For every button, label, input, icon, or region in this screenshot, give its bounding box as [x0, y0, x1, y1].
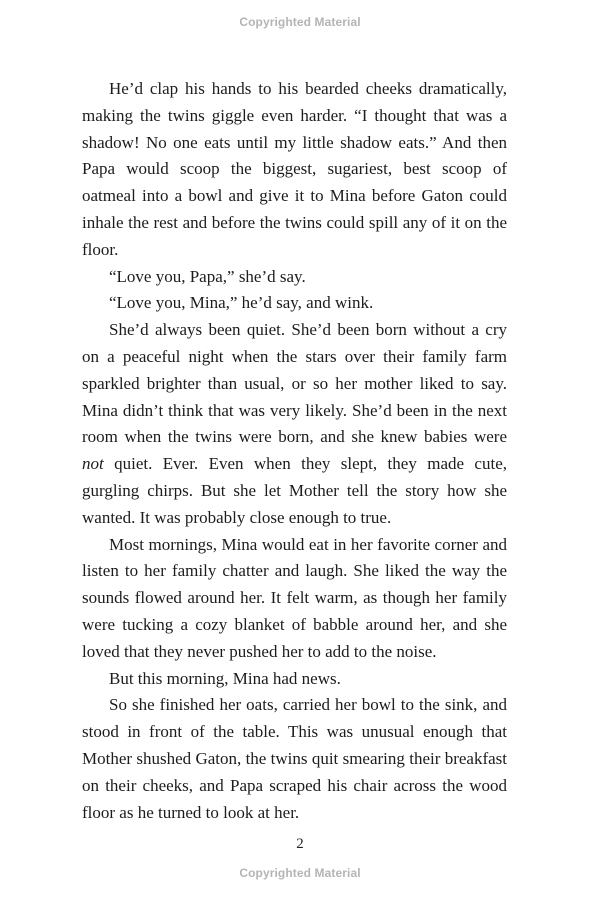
copyright-watermark-top: Copyrighted Material — [239, 15, 361, 29]
page-number: 2 — [296, 836, 304, 852]
paragraph: “Love you, Papa,” she’d say. — [109, 266, 306, 286]
paragraph: But this morning, Mina had news. — [109, 668, 341, 688]
emphasis: not — [82, 454, 104, 474]
paragraph: He’d clap his hands to his bearded cheeks dramatically, making the twins giggle even harder. “I thought that was a shadow! No one eats until my little shadow eats.” And then Papa would scoop the biggest, sugariest, best scoop of oatmeal into a bowl and give it to Mina before Gaton could inhale the rest and before the twins could spill any of it on the floor. — [82, 79, 507, 259]
copyright-watermark-bottom: Copyrighted Material — [239, 866, 361, 880]
body-text — [82, 76, 507, 826]
paragraph: Most mornings, Mina would eat in her favorite corner and listen to her family chatter and laugh. She liked the way the sounds flowed around her. It felt warm, as though her family were tucking a cozy blanket of babble around her, and she loved that they never pushed her to add to the noise. — [82, 534, 507, 661]
paragraph: So she finished her oats, carried her bowl to the sink, and stood in front of the table. This was unusual enough that Mother shushed Gaton, the twins quit smearing their breakfast on their cheeks, and Papa scraped his chair across the wood floor as he turned to look at her. — [82, 695, 507, 822]
paragraph: She’d always been quiet. She’d been born without a cry on a peaceful night when the stars over their family farm sparkled brighter than usual, or so her mother liked to say. Mina didn’t think that was very likely. She’d been in the next room when the twins were born, and she knew babies were not quiet. Ever. Even when they slept, they made cute, gurgling chirps. But she let Mother tell the story how she wanted. It was probably close enough to true. — [82, 320, 507, 527]
paragraph: “Love you, Mina,” he’d say, and wink. — [109, 293, 374, 313]
